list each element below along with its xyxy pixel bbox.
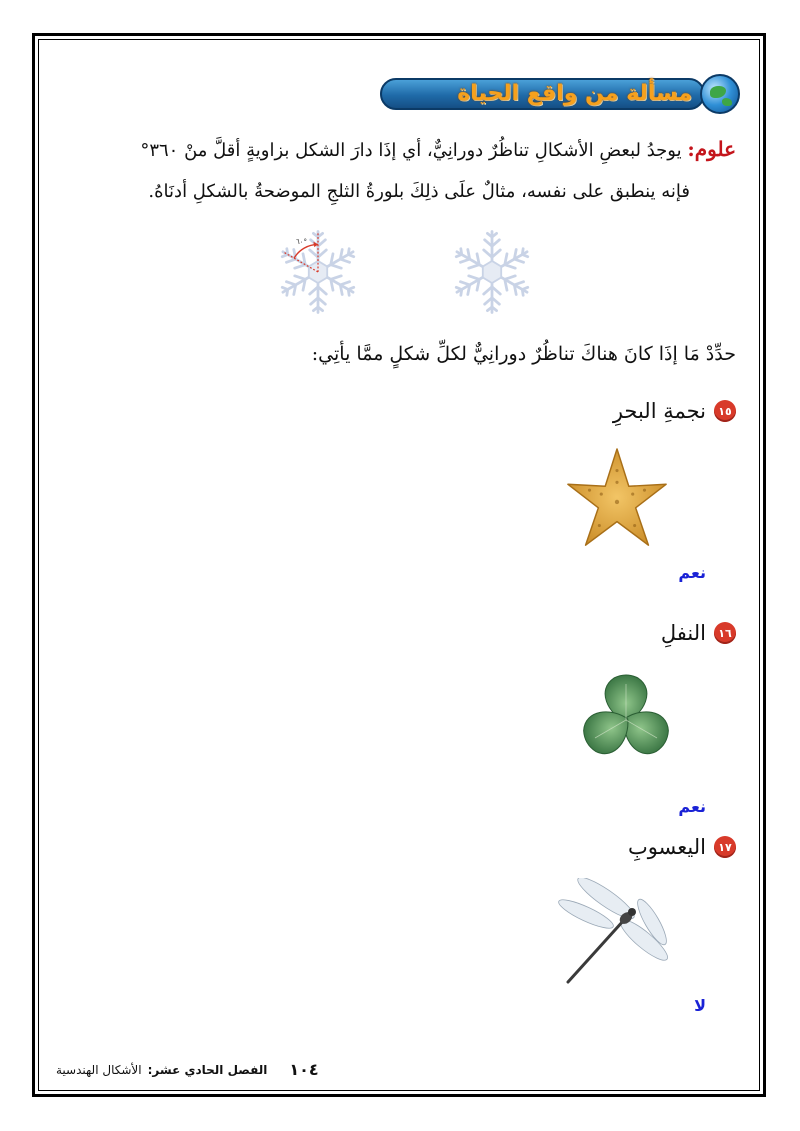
- page-footer: [56, 1060, 319, 1079]
- question-text: حدِّدْ مَا إذَا كانَ هناكَ تناظُرٌ دورانِيٌّ لكلِّ شكلٍ ممَّا يأتِي:: [311, 343, 736, 365]
- item-title: نجمةِ البحرِ: [612, 399, 706, 423]
- dragonfly-image: [548, 878, 682, 990]
- angle-label: ٦٠°: [296, 238, 308, 246]
- page-number: ١٠٤: [289, 1060, 319, 1079]
- item-number-badge: ١٧: [714, 836, 736, 858]
- intro-line-2: [148, 181, 690, 202]
- item-title: النفلِ: [660, 621, 706, 645]
- item-16-answer: نعم: [678, 797, 706, 816]
- item-17-answer: لا: [694, 996, 706, 1015]
- chapter-title: الأشكال الهندسية: [56, 1062, 142, 1077]
- item-17-heading: [628, 835, 736, 859]
- section-banner: [380, 74, 740, 114]
- globe-icon: [700, 74, 740, 114]
- item-16-heading: [661, 621, 736, 645]
- science-label: علوم:: [687, 137, 736, 161]
- intro-text-1: يوجدُ لبعضِ الأشكالِ تناظُرٌ دورانِيٌّ، أي إذَا دارَ الشكل بزاويةٍ أقلَّ منْ ٣٦٠°: [140, 140, 682, 161]
- snowflake-image: [446, 226, 538, 318]
- clover-image: [576, 670, 676, 770]
- snowflake-rotated-image: [272, 226, 364, 318]
- item-number-badge: ١٦: [714, 622, 736, 644]
- intro-text-2: فإنه ينطبق على نفسه، مثالٌ علَى ذلِكَ بلورةُ الثلجِ الموضحةُ بالشكلِ أدنَاهُ.: [148, 181, 690, 202]
- item-15-answer: نعم: [678, 563, 706, 582]
- banner-title: مسألة من واقع الحياة: [457, 81, 692, 106]
- item-15-heading: [613, 399, 736, 423]
- item-number-badge: ١٥: [714, 400, 736, 422]
- item-title: اليعسوبِ: [627, 835, 706, 859]
- starfish-image: [562, 446, 672, 554]
- chapter-label: الفصل الحادي عشر:: [147, 1062, 268, 1077]
- intro-line-1: [140, 137, 736, 161]
